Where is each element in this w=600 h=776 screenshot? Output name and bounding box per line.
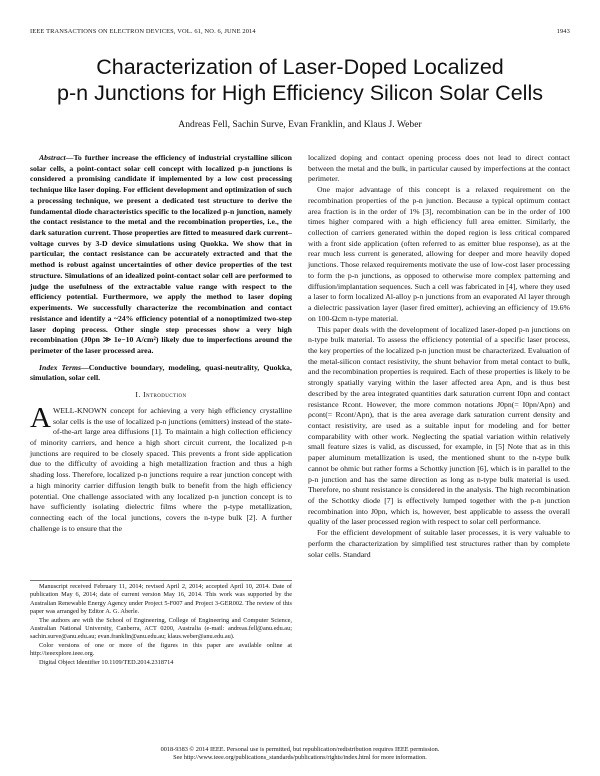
footnotes <box>30 580 292 667</box>
footnote-manuscript: Manuscript received February 11, 2014; revised April 2, 2014; accepted April 10, 2014. Date of publication May 6, 2014; date of current version May 16, 2014. This work was supported by the Australian Renewable Energy Agency under Project 5-F007 and Project 3-GER002. The review of this paper was arranged by Editor A. G. Aberle. <box>30 583 292 616</box>
right-column <box>308 153 570 560</box>
title-line-2: p-n Junctions for High Efficiency Silicon Solar Cells <box>57 81 543 105</box>
index-terms-label: Index Terms <box>39 362 82 372</box>
footnote-doi: Digital Object Identifier 10.1109/TED.2014.2318714 <box>39 658 174 666</box>
paper-title <box>30 54 570 106</box>
rights-link-line: See http://www.ieee.org/publications_standards/publications/rights/index.html for more information. <box>173 754 427 762</box>
body-paragraph-2: This paper deals with the development of localized laser-doped p-n junctions on n-type bulk material. To assess the efficiency potential of a specific laser process, the key properties of the localized p-n junction must be characterized. Evaluation of the metal-silicon contact resistivity, the shunt behavior from metal contact to bulk, and the recombination properties is required. Each of these properties is likely to be strongly spatially varying within the laser affected area Apn, and is thus best described by the area integrated quantities dark saturation current I0pn and contact resistance Rcont. However, the more common notations J0pn(= I0pn/Apn) and ρcont(= Rcont/Apn), that is the area average dark saturation current density and contact resistivity, are used as a suitable input for modeling and for better comparability with other work. Neglecting the spatial variation within relatively small feature sizes is valid, as discussed, for example, in [5] Note that as in this paper aluminum metallization is used, the mentioned shunt to the n-type bulk cannot be ohmic but rather forms a Schottky junction [6], which is in parallel to the p-n junction and has the same direction as long as n-type bulk material is used. Therefore, no shunt resistance is considered in the analysis. The high recombination of the Schottky diode [7] is effectively lumped together with the p-n junction recombination into J0pn, which is, however, best applicable to assess the overall quality of the laser processed region with respect to solar cell performance. <box>308 324 570 527</box>
body-paragraph-0: localized doping and contact opening process does not lead to direct contact between the metal and the bulk, in particular caused by imperfections at the contact perimeter. <box>308 153 570 184</box>
body-paragraph-1: One major advantage of this concept is a relaxed requirement on the recombination properties of the p-n junction. Because a typical optimum contact area fraction is in the order of 1% [3], recombination can be in the order of 100 times higher compared with a high efficiency full area emitter. Similarly, the collection of carriers generated within the doped region is less critical compared with a front side application (often referred to as emitter blue response), as at the rear much less current is generated, allowing for deeper and more heavily doped junctions. Those relaxed requirements motivate the use of low-cost laser processing to form the p-n junctions, as opposed to otherwise more complex patterning and diffusion/implantation sequences. Such a cell was fabricated in [4], where they used a laser to form localized Al-alloy p-n junctions from an evaporated Al layer through a dielectric passivation layer (laser fired emitter), achieving an efficiency of 19.6% on 100-Ωcm n-type material. <box>308 185 570 323</box>
drop-cap: A <box>30 401 51 434</box>
author-list: Andreas Fell, Sachin Surve, Evan Franklin, and Klaus J. Weber <box>178 119 422 130</box>
copyright-line: 0018-9383 © 2014 IEEE. Personal use is permitted, but republication/redistribution requires IEEE permission. <box>160 746 440 753</box>
abstract-text: —To further increase the efficiency of industrial crystalline silicon solar cells, a point-contact solar cell concept with localized p-n junctions is considered a promising candidate if implemented by a low cost processing technique like laser doping. For efficient development and optimization of such a processing technique, we present a dedicated test structure to derive the fundamental diode characteristics specific to the localized p-n junction, namely the contact resistance to the metal and the recombination properties, i.e., the dark saturation current. Those properties are fitted to measured dark current–voltage curves by 3-D device simulations using Quokka. We show that in particular, the contact resistance can be accurately extracted and that the method is robust against uncertainties of other device properties of the test structure. Simulations of an idealized point-contact solar cell are performed to judge the usefulness of the extractable value range with respect to the efficiency potential. Furthermore, we apply the method to laser doping experiments. We successfully characterize the recombination and contact resistance and identify a ~24% efficiency potential of a nonoptimized two-step laser doping process. Other single step processes show a very high recombination (J0pn ≫ 1e−10 A/cm²) likely due to imperfections around the perimeter of the laser processed area. <box>30 153 292 355</box>
abstract-label: Abstract <box>39 153 66 162</box>
abstract <box>30 153 292 357</box>
index-terms-text: —Conductive boundary, modeling, quasi-neutrality, Quokka, simulation, solar cell. <box>30 362 292 383</box>
section-heading-introduction: I. Introduction <box>135 390 187 400</box>
left-column <box>30 153 292 534</box>
running-header <box>30 28 570 40</box>
body-paragraph-3: For the efficient development of suitable laser processes, it is very valuable to perform the characterization by simplified test structures rather than by complete solar cells. Standard <box>308 528 570 559</box>
copyright-footer <box>30 746 570 763</box>
intro-text: WELL-KNOWN concept for achieving a very high efficiency crystalline solar cells is the use of localized p-n junctions (emitters) instead of the state-of-the-art large area diffusions [1]. To maintain a high collection efficiency of minority carriers, and hence a high short circuit current, the localized p-n junctions are required to be closely spaced. This prevents a front side application due to the difficulty of avoiding a high metallization fraction and thus a high shading loss. Therefore, localized p-n junctions require a rear junction concept with a high minority carrier diffusion length bulk to benefit from the high efficiency potential. One challenge associated with any localized p-n junction concept is to have sufficiently isolating dielectric films where the p-type metallization, connecting each of the local junctions, covers the n-type bulk [2]. A further challenge is to ensure that the <box>30 405 292 533</box>
journal-name: IEEE TRANSACTIONS ON ELECTRON DEVICES, VOL. 61, NO. 6, JUNE 2014 <box>30 28 256 35</box>
title-line-1: Characterization of Laser-Doped Localized <box>96 55 504 79</box>
intro-paragraph <box>30 401 292 535</box>
footnote-affiliation: The authors are with the School of Engineering, College of Engineering and Computer Science, Australian National University, Canberra, ACT 0200, Australia (e-mail: andreas.fell@anu.edu.au; sachin.surve@anu.edu.au; evan.franklin@anu.edu.au; klaus.weber@anu.edu.au). <box>30 616 292 641</box>
index-terms <box>30 363 292 384</box>
page-number: 1943 <box>556 28 570 35</box>
footnote-color: Color versions of one or more of the figures in this paper are available online at http://ieeexplore.ieee.org. <box>30 641 292 658</box>
